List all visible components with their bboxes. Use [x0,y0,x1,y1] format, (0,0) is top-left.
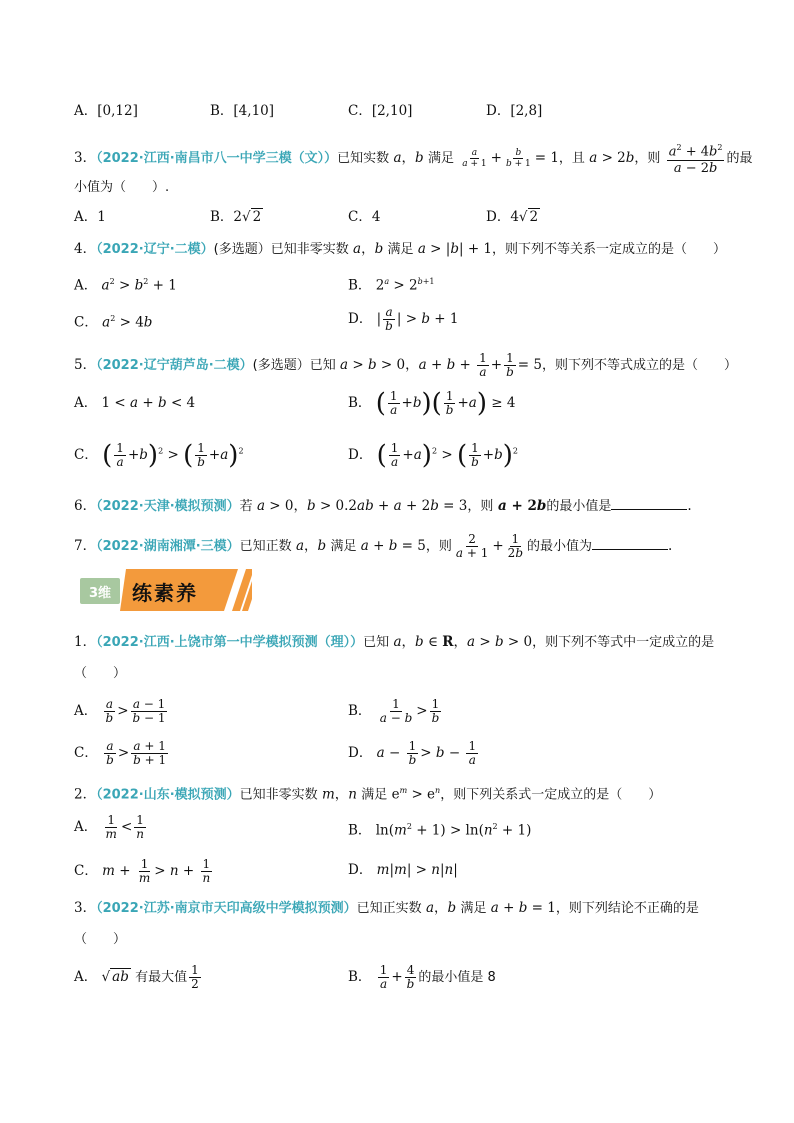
banner-tag: 3维 [80,578,120,604]
option-a: A．1 [74,209,106,225]
practice-question-3-line2: （ ） [74,932,127,947]
question-source: （2022·江西·南昌市八一中学三模（文）） [96,151,338,167]
question-source: （2022·湖南湘潭·三模） [96,539,240,554]
question-source: （2022·江苏·南京市天印高级中学模拟预测） [96,901,357,916]
option-a: A． $a^2 > b^2 + 1$ [74,277,177,294]
option-b: B． $\ln(m^2 + 1) > \ln(n^2 + 1)$ [348,822,532,839]
option-a: A． $\frac{1}{m}$ < $\frac{1}{n}$ [74,813,144,841]
option-b: B． $\frac{1}{a}$ + $\frac{4}{b}$ 的最小值是 8 [348,963,496,991]
question-7: 7．（2022·湖南湘潭·三模）已知正数 a，b 满足 a + b = 5，则 $\frac{2}{a + 1}$ + $\frac{1}{2b}$ 的最小值为 . [74,532,673,560]
question-6: 6．（2022·天津·模拟预测）若 a > 0，b > 0.2ab + a + 2b = 3，则 a + 2b的最小值是 . [74,498,692,514]
question-source: （2022·辽宁葫芦岛·二模） [96,358,253,373]
question-source: （2022·天津·模拟预测） [96,499,240,514]
option-b: B．[4,10] [210,103,275,119]
fraction: $\frac{b}{b + 1}$ [505,148,531,170]
option-d: D．[2,8] [486,103,543,119]
question-5: 5．（2022·辽宁葫芦岛·二模）(多选题）已知 a > b > 0，a + b + $\frac{1}{a}$ + $\frac{1}{b}$ = 5，则下列不等式成立的是（ ） [74,351,738,379]
question-number: 3． [74,150,97,167]
fraction: $\frac{a^2 + 4b^2}{a - 2b}$ [667,140,725,177]
option-c: C． ( $\frac{1}{a}$ +b)$^2$ > ( $\frac{1}{b}$ +a)$^2$ [74,440,244,471]
question-3-line2: 小值为（ ）. [74,180,170,195]
practice-question-3: 3．（2022·江苏·南京市天印高级中学模拟预测）已知正实数 a，b 满足 a + b = 1，则下列结论不正确的是 [74,900,699,916]
option-a: A．[0,12] [74,103,138,119]
answer-blank[interactable] [611,497,687,510]
question-4: 4．（2022·辽宁·二模）(多选题）已知非零实数 a，b 满足 a > |b| + 1，则下列不等关系一定成立的是（ ） [74,241,727,257]
option-a: A． √ ab 有最大值 $\frac{1}{2}$ [74,963,199,991]
option-d: D． | $\frac{a}{b}$ | > b + 1 [348,305,459,333]
option-a: A． $\frac{a}{b}$ > $\frac{a - 1}{b - 1}$ [74,697,166,725]
option-c: C． $\frac{a}{b}$ > $\frac{a + 1}{b + 1}$ [74,739,167,767]
option-b: B． ( $\frac{1}{a}$ +b)( $\frac{1}{b}$ +a) ≥ 4 [348,388,516,419]
option-d: D． m|m| > n|n| [348,862,458,878]
option-b: B．2√ 2 [210,209,262,225]
section-banner [72,565,262,615]
option-d: D． ( $\frac{1}{a}$ +a)$^2$ > ( $\frac{1}{b}$ +b)$^2$ [348,440,519,471]
fraction: $\frac{a}{a + 1}$ [462,148,487,170]
option-c: C．[2,10] [348,103,413,119]
option-b: B． $2^a > 2^{b+1}$ [348,277,435,294]
question-source: （2022·辽宁·二模） [96,242,214,257]
practice-question-1: 1．（2022·江西·上饶市第一中学模拟预测（理））已知 a，b ∈ R，a > b > 0，则下列不等式中一定成立的是 [74,634,715,650]
option-c: C． m + $\frac{1}{m}$ > n + $\frac{1}{n}$ [74,857,211,885]
option-d: D．4√ 2 [486,209,539,225]
option-c: C． $a^2 > 4b$ [74,314,153,331]
question-3: 3．（2022·江西·南昌市八一中学三模（文））已知实数 a，b 满足 $\frac{a}{a + 1}$ + $\frac{b}{b + 1}$ = 1，且 a > 2b，则 $\frac{a^2 + 4b^2}{a - 2b}$ 的最 [74,140,752,177]
option-a: A． 1 < a + b < 4 [74,395,196,411]
option-d: D． a − $\frac{1}{b}$ > b − $\frac{1}{a}$ [348,739,477,767]
answer-blank[interactable] [592,537,668,550]
option-c: C．4 [348,209,381,225]
practice-question-1-line2: （ ） [74,666,127,681]
question-source: （2022·山东·模拟预测） [96,787,240,803]
banner-title: 练素养 [132,581,198,605]
option-b: B． $\frac{1}{a - b}$ > $\frac{1}{b}$ [348,697,440,725]
practice-question-2: 2．（2022·山东·模拟预测）已知非零实数 m，n 满足 $e^m > e^n$，则下列关系式一定成立的是（ ） [74,786,662,803]
question-source: （2022·江西·上饶市第一中学模拟预测（理）） [96,635,364,650]
